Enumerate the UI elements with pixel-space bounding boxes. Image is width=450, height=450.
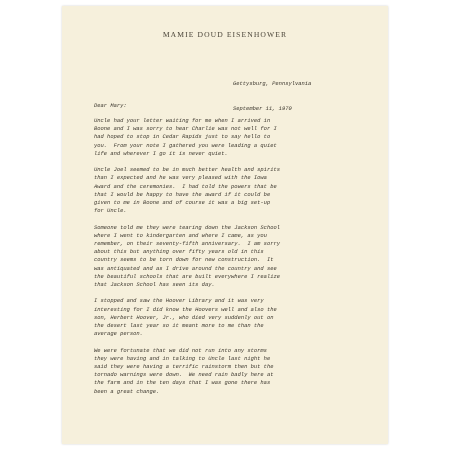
text-line: been a great change. [94, 387, 160, 395]
text-line: tornado warnings were down. We need rain badly here at [94, 371, 274, 379]
text-line: life and wherever I go it is never quiet. [94, 149, 228, 157]
text-line: country seems to be torn down for new construction. It [94, 256, 274, 264]
text-line: the desert last year so it meant more to me than the [94, 322, 264, 330]
text-line: was antiquated and as I drive around the country and see [94, 264, 277, 272]
text-line: son, Herbert Hoover, Jr., who died very suddenly out on [94, 313, 274, 321]
text-line: given to me in Boone and of course it was a big set-up [94, 199, 271, 207]
text-line: interesting for I did know the Hoovers well and also the [94, 305, 277, 313]
text-line: than I expected and he was very pleased with the Iowa [94, 174, 267, 182]
text-line: the farm and in the ten days that I was gone there has [94, 379, 271, 387]
salutation: Dear Mary: [94, 102, 127, 109]
letter-body [94, 117, 280, 404]
text-line: that I would be happy to have the award if it could be [94, 190, 271, 198]
text-line: had hoped to stop in Cedar Rapids just to say hello to [94, 133, 271, 141]
date: September 11, 1970 [233, 105, 292, 113]
text-line: Uncle Joel seemed to be in much better health and spirits [94, 166, 280, 174]
text-line: Boone and I was sorry to hear Charlie was not well for I [94, 125, 277, 133]
text-line: that Jackson School has seen its day. [94, 281, 215, 289]
text-line: they were having and in talking to Uncle last night he [94, 354, 271, 362]
text-line: Someone told me they were tearing down the Jackson School [94, 223, 280, 231]
paragraph [94, 117, 280, 158]
text-line: Uncle had your letter waiting for me when I arrived in [94, 117, 271, 124]
paragraph [94, 224, 280, 290]
text-line: said they were having a terrific rainstorm then but the [94, 363, 274, 371]
text-line: the beautiful schools that are built everywhere I realize [94, 272, 280, 280]
place: Gettysburg, Pennsylvania [233, 80, 312, 88]
text-line: for Uncle. [94, 207, 127, 215]
text-line: Award and the ceremonies. I had told the powers that be [94, 182, 277, 190]
text-line: about this but anything over fifty years old in this [94, 248, 264, 256]
paragraph [94, 166, 280, 215]
letter-page [62, 6, 388, 444]
paragraph [94, 297, 280, 338]
text-line: where I went to kindergarten and where I came, as you [94, 231, 267, 239]
text-line: remember, on their seventy-fifth anniversary. I am sorry [94, 240, 280, 248]
text-line: average person. [94, 330, 143, 338]
text-line: We were fortunate that we did not run into any storms [94, 346, 267, 354]
text-line: I stopped and saw the Hoover Library and it was very [94, 297, 264, 305]
text-line: you. From your note I gathered you were leading a quiet [94, 141, 277, 149]
letterhead: MAMIE DOUD EISENHOWER [162, 30, 288, 39]
paragraph [94, 347, 280, 396]
